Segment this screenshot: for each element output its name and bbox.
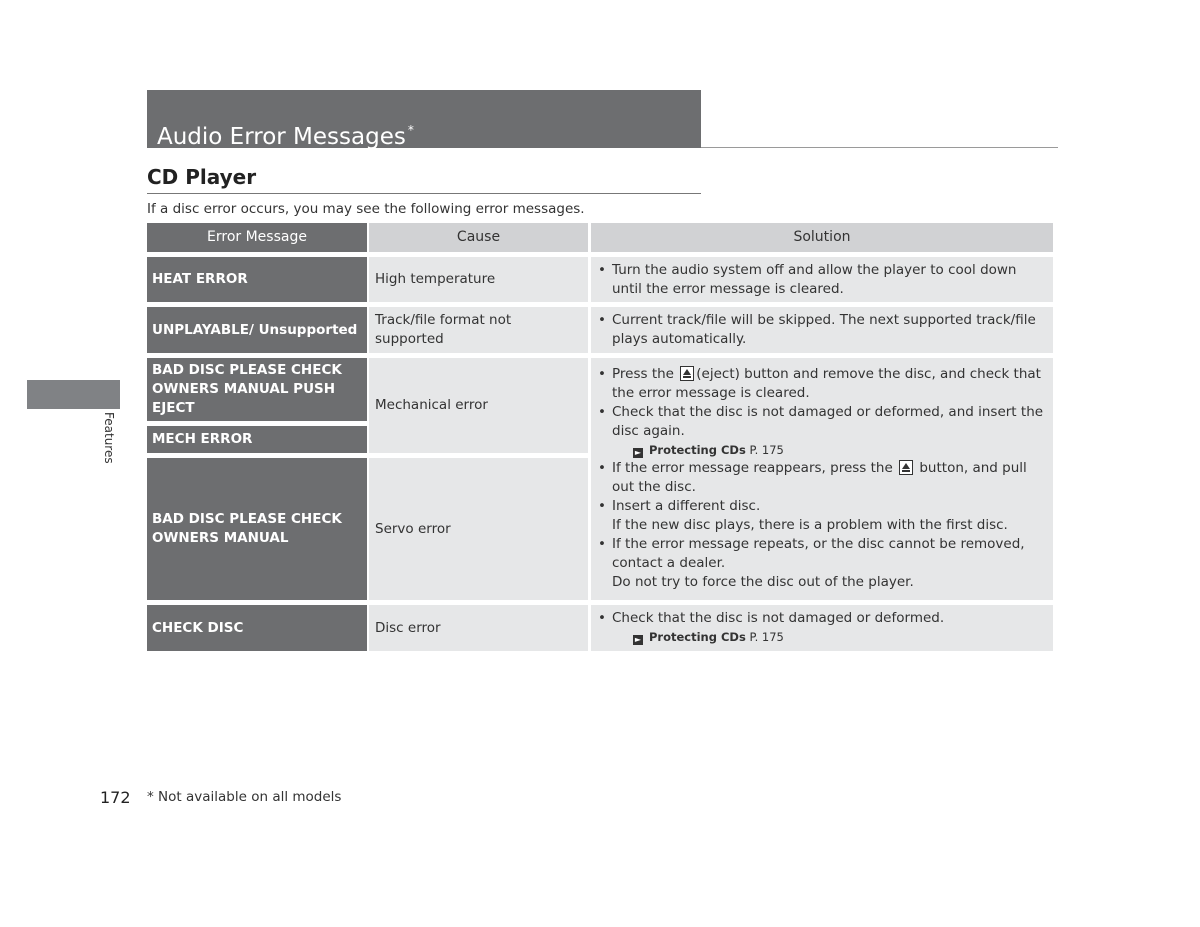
solution-text: Current track/file will be skipped. The next supported track/file plays automatically. — [612, 312, 1036, 347]
solution-item — [597, 609, 1047, 628]
bullet-icon: • — [598, 460, 606, 476]
side-tab-marker — [27, 380, 120, 409]
row-check-disc-solution — [591, 605, 1053, 651]
bullet-icon: • — [598, 404, 606, 420]
row-bad-disc-message: BAD DISC PLEASE CHECK OWNERS MANUAL — [147, 458, 367, 600]
header-cause: Cause — [369, 223, 588, 252]
solution-list — [597, 365, 1047, 441]
header-solution: Solution — [591, 223, 1053, 252]
solution-item — [597, 403, 1047, 441]
solution-list — [597, 609, 1047, 628]
row-heat-error-cause: High temperature — [369, 257, 588, 302]
row-bad-disc-push-eject-message: BAD DISC PLEASE CHECK OWNERS MANUAL PUSH EJECT — [147, 358, 367, 421]
solution-item — [597, 459, 1047, 497]
row-check-disc-cause: Disc error — [369, 605, 588, 651]
solution-text: Turn the audio system off and allow the player to cool down until the error message is cleared. — [612, 262, 1017, 297]
reference-label: Protecting CDs — [649, 630, 746, 644]
reference-page: P. 175 — [749, 443, 784, 457]
solution-item — [597, 535, 1047, 592]
eject-icon — [680, 366, 694, 381]
side-tab-label: Features — [102, 412, 116, 464]
solution-list — [597, 459, 1047, 592]
solution-item — [597, 311, 1047, 349]
bullet-icon: • — [598, 312, 606, 328]
solution-item — [597, 261, 1047, 299]
reference-label: Protecting CDs — [649, 443, 746, 457]
eject-icon — [899, 460, 913, 475]
solution-item — [597, 365, 1047, 403]
row-unplayable-solution — [591, 307, 1053, 353]
row-servo-cause: Servo error — [369, 458, 588, 600]
solution-item — [597, 497, 1047, 535]
header-error-message: Error Message — [147, 223, 367, 252]
bullet-icon: • — [598, 498, 606, 514]
solution-text: Do not try to force the disc out of the player. — [612, 574, 914, 590]
title-rule — [701, 147, 1058, 148]
solution-list — [597, 261, 1047, 299]
row-check-disc-message: CHECK DISC — [147, 605, 367, 651]
reference-arrow-icon: ► — [634, 448, 642, 457]
solution-text: If the error message reappears, press the — [612, 460, 893, 476]
solution-text: Insert a different disc. — [612, 498, 761, 514]
solution-list — [597, 311, 1047, 349]
row-mechanical-cause: Mechanical error — [369, 358, 588, 453]
section-title: CD Player — [147, 165, 257, 189]
solution-text: (eject) button and remove the disc, and check that the error message is cleared. — [612, 366, 1041, 401]
section-rule — [147, 193, 701, 194]
title-asterisk: * — [407, 123, 414, 137]
row-unplayable-cause: Track/file format not supported — [369, 307, 588, 353]
row-unplayable-message: UNPLAYABLE/ Unsupported — [147, 307, 367, 353]
cross-reference[interactable] — [597, 628, 1047, 646]
bullet-icon: • — [598, 536, 606, 552]
page-title-text: Audio Error Messages — [157, 124, 406, 150]
row-heat-error-solution — [591, 257, 1053, 302]
title-bar — [147, 90, 701, 148]
solution-text: button, and pull out the disc. — [612, 460, 1027, 495]
row-heat-error-message: HEAT ERROR — [147, 257, 367, 302]
solution-text: Check that the disc is not damaged or deformed. — [612, 610, 945, 626]
bullet-icon: • — [598, 366, 606, 382]
solution-text: If the new disc plays, there is a problem with the first disc. — [612, 517, 1008, 533]
footnote: * Not available on all models — [147, 789, 342, 805]
page-number: 172 — [100, 788, 131, 807]
solution-text: Check that the disc is not damaged or deformed, and insert the disc again. — [612, 404, 1044, 439]
cross-reference[interactable] — [597, 441, 1047, 459]
reference-arrow-icon: ► — [634, 635, 642, 644]
shared-disc-solution — [591, 358, 1053, 600]
page-title — [157, 116, 414, 151]
bullet-icon: • — [598, 610, 606, 626]
solution-text: If the error message repeats, or the disc cannot be removed, contact a dealer. — [612, 536, 1025, 571]
reference-page: P. 175 — [749, 630, 784, 644]
solution-text: Press the — [612, 366, 674, 382]
bullet-icon: • — [598, 262, 606, 278]
row-mech-error-message: MECH ERROR — [147, 426, 367, 453]
intro-text: If a disc error occurs, you may see the following error messages. — [147, 201, 585, 217]
